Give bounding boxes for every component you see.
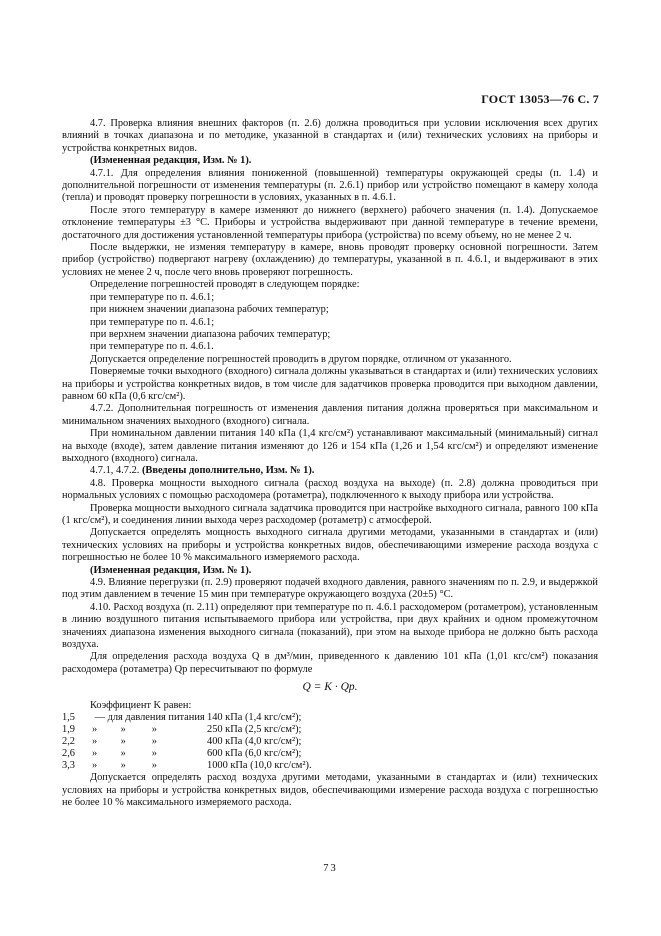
coefficient-row bbox=[62, 748, 598, 760]
coefficient-desc: » » » bbox=[92, 736, 157, 748]
paragraph-other-order: Допускается определение погрешностей проводить в другом порядке, отличном от указанного. bbox=[90, 353, 512, 365]
paragraph-after-holding: После выдержки, не изменяя температуру в камере, вновь проводят проверку основной погрешности. Затем прибор (устройство) подвергают нагреву (охлаждению) до температуры, указанной в п. 4.6.1, и выдерживают в этих условиях не менее 2 ч, после чего вновь проверяют погрешность. bbox=[62, 242, 598, 278]
flow-formula: Q = K · Qр. bbox=[302, 681, 358, 694]
coefficient-desc: — для давления питания bbox=[92, 712, 205, 724]
page-number: 73 bbox=[323, 863, 338, 874]
list-item: при температуре по п. 4.6.1. bbox=[90, 341, 214, 353]
paragraph-4-9: 4.9. Влияние перегрузки (п. 2.9) проверяют подачей входного давления, равного значениям по п. 2.9, и выдержкой под этим давлением в течение 15 мин при температуре окружающего воздуха (20±5) °С. bbox=[62, 577, 598, 601]
coefficient-desc: » » » bbox=[92, 760, 157, 772]
page-header: ГОСТ 13053—76 С. 7 bbox=[481, 92, 599, 106]
amendment-note: (Измененная редакция, Изм. № 1). bbox=[90, 155, 252, 167]
paragraph-nominal-pressure: При номинальном давлении питания 140 кПа (1,4 кгс/см²) устанавливают максимальный (минимальный) сигнал на выходе (входе), затем давление питания изменяют до 126 и 154 кПа (1,26 и 1,54 кгс/см²) и определяют изменение выходного (входного) сигнала. bbox=[62, 428, 598, 464]
coefficient-value: 2,2 bbox=[62, 736, 75, 748]
coefficient-value: 1,9 bbox=[62, 724, 75, 736]
coefficient-pressure: 140 кПа (1,4 кгс/см²); bbox=[207, 712, 302, 724]
paragraph-setter-check: Проверка мощности выходного сигнала задатчика проводится при настройке выходного сигнала, равного 100 кПа (1 кгс/см²), и соединения линии выхода через расходомер (ротаметр) с атмосферой. bbox=[62, 502, 598, 526]
coefficient-value: 2,6 bbox=[62, 748, 75, 760]
paragraph-check-points: Поверяемые точки выходного (входного) сигнала должны указываться в стандартах и (или) технических условиях на приборы и устройства конкретных видов, в том числе для задатчиков проверка проводится при выходном давлении, равном 60 кПа (0,6 кгс/см²). bbox=[62, 366, 598, 402]
coefficient-desc: » » » bbox=[92, 748, 157, 760]
list-item: при температуре по п. 4.6.1; bbox=[90, 291, 215, 303]
document-body bbox=[62, 118, 598, 809]
coefficient-pressure: 1000 кПа (10,0 кгс/см²). bbox=[207, 760, 312, 772]
added-note-refs: 4.7.1, 4.7.2. bbox=[90, 465, 142, 477]
coefficient-row bbox=[62, 724, 598, 736]
paragraph-4-10: 4.10. Расход воздуха (п. 2.11) определяют при температуре по п. 4.6.1 расходомером (ротаметром), установленным в линию воздушного питания испытываемого прибора или устройства, при двух крайних и одном промежуточном значениях диапазона изменения выходного сигнала (показаний), при этом на выходе прибора не должно быть расхода воздуха. bbox=[62, 601, 598, 651]
added-note-text: (Введены дополнительно, Изм. № 1). bbox=[141, 465, 315, 477]
coefficient-pressure: 400 кПа (4,0 кгс/см²); bbox=[207, 736, 302, 748]
paragraph-4-7-2: 4.7.2. Дополнительная погрешность от изменения давления питания должна проверяться при максимальном и минимальном значениях выходного (входного) сигнала. bbox=[62, 403, 598, 427]
list-item: при температуре по п. 4.6.1; bbox=[90, 316, 215, 328]
coefficient-pressure: 250 кПа (2,5 кгс/см²); bbox=[207, 724, 302, 736]
coefficient-table bbox=[62, 712, 598, 772]
paragraph-added-note bbox=[62, 465, 598, 477]
coefficient-title: Коэффициент K равен: bbox=[90, 699, 192, 711]
coefficient-row bbox=[62, 760, 598, 772]
coefficient-value: 1,5 bbox=[62, 712, 75, 724]
amendment-note: (Измененная редакция, Изм. № 1). bbox=[90, 564, 252, 576]
paragraph-final: Допускается определять расход воздуха другими методами, указанными в стандартах и (или) технических условиях на приборы и устройства конкретных видов, обеспечивающими измерение расхода воздуха с погрешностью не более 10 % максимального измеряемого расхода. bbox=[62, 772, 598, 808]
paragraph-temperature-change: После этого температуру в камере изменяют до нижнего (верхнего) рабочего значения (п. 1.4). Допускаемое отклонение температуры ±3 °С. Приборы и устройства выдерживают при данной температуре в течение времени, достаточного для достижения установленной температуры прибора (устройства) по всему объему, но не менее 2 ч. bbox=[62, 204, 598, 241]
paragraph-4-7-1: 4.7.1. Для определения влияния пониженной (повышенной) температуры окружающей среды (п. 1.4) и дополнительной погрешности от изменения температуры (п. 2.6.1) прибор или устройство помещают в камеру холода (тепла) и проводят проверку погрешности в условиях, указанных в п. 4.6.1. bbox=[62, 167, 598, 204]
coefficient-row bbox=[62, 736, 598, 748]
paragraph-other-methods: Допускается определять мощность выходного сигнала другими методами, указанными в стандартах и (или) технических условиях на приборы и устройства конкретных видов, обеспечивающими измерение расхода воздуха с погрешностью не более 10 % максимального измеряемого расхода. bbox=[62, 527, 598, 564]
paragraph-4-8: 4.8. Проверка мощности выходного сигнала (расход воздуха на выходе) (п. 2.8) должна проводиться при нормальных условиях с помощью расходомера (ротаметра), подключенного к выходу прибора или устройства. bbox=[62, 477, 598, 502]
list-item: при нижнем значении диапазона рабочих температур; bbox=[90, 304, 329, 316]
coefficient-value: 3,3 bbox=[62, 760, 75, 772]
paragraph-flow-formula-intro: Для определения расхода воздуха Q в дм³/мин, приведенного к давлению 101 кПа (1,01 кгс/см²) показания расходомера (ротаметра) Qр пересчитывают по формуле bbox=[62, 651, 598, 675]
paragraph-4-7: 4.7. Проверка влияния внешних факторов (п. 2.6) должна проводиться при условии исключения всех других влияний в точках диапазона и по методике, указанной в стандартах и (или) технических условиях на приборы и устройства конкретных видов. bbox=[62, 118, 598, 154]
coefficient-row bbox=[62, 712, 598, 724]
coefficient-desc: » » » bbox=[92, 724, 157, 736]
coefficient-pressure: 600 кПа (6,0 кгс/см²); bbox=[207, 748, 302, 760]
paragraph-order-intro: Определение погрешностей проводят в следующем порядке: bbox=[90, 279, 360, 291]
list-item: при верхнем значении диапазона рабочих температур; bbox=[90, 328, 331, 340]
